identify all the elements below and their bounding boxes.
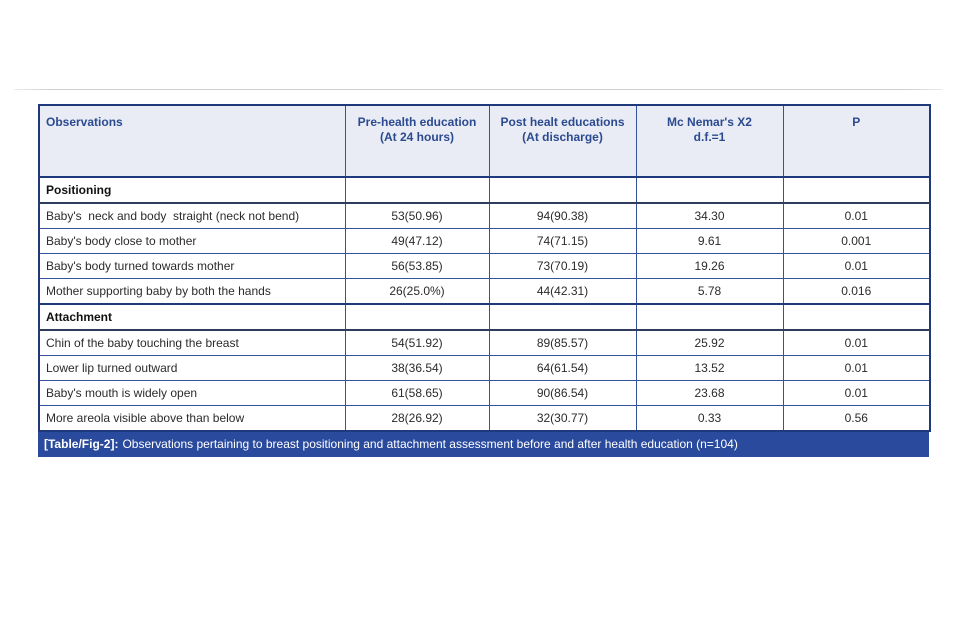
table-row [39,203,930,229]
observation-cell: Baby's neck and body straight (neck not bend) [39,203,345,229]
observation-cell: Mother supporting baby by both the hands [39,279,345,305]
post-value-cell: 89(85.57) [489,330,636,356]
post-value-cell: 32(30.77) [489,406,636,432]
p-value-cell [783,177,930,203]
post-value-cell [489,177,636,203]
p-value-cell: 0.01 [783,254,930,279]
pre-value-cell: 28(26.92) [345,406,489,432]
p-value-cell: 0.01 [783,381,930,406]
mcnemar-value-cell [636,304,783,330]
caption-text: Observations pertaining to breast positioning and attachment assessment before and after health education (n=104) [122,437,738,451]
table-caption [38,432,929,457]
pre-value-cell: 26(25.0%) [345,279,489,305]
column-header-label: Pre-health education [357,115,477,129]
observation-cell: Baby's body turned towards mother [39,254,345,279]
post-value-cell: 94(90.38) [489,203,636,229]
post-value-cell: 73(70.19) [489,254,636,279]
mcnemar-value-cell: 5.78 [636,279,783,305]
observation-cell: More areola visible above than below [39,406,345,432]
observation-cell: Baby's body close to mother [39,229,345,254]
section-label-cell: Positioning [39,177,345,203]
column-header-label: Observations [46,115,123,129]
pre-value-cell: 38(36.54) [345,356,489,381]
post-value-cell: 44(42.31) [489,279,636,305]
column-header-label: P [852,115,861,129]
p-value-cell: 0.001 [783,229,930,254]
results-table [38,104,931,432]
section-row [39,177,930,203]
mcnemar-value-cell: 9.61 [636,229,783,254]
post-value-cell: 74(71.15) [489,229,636,254]
header-row [39,105,930,177]
observation-cell: Baby's mouth is widely open [39,381,345,406]
mcnemar-value-cell: 34.30 [636,203,783,229]
caption-figure-label: [Table/Fig-2]: [44,437,119,451]
column-header-sublabel: (At 24 hours) [379,130,454,144]
post-value-cell [489,304,636,330]
horizontal-divider [14,89,943,90]
table-row [39,356,930,381]
table-row [39,381,930,406]
table-row [39,254,930,279]
section-label-cell: Attachment [39,304,345,330]
column-header-sublabel: (At discharge) [522,130,603,144]
table-row [39,330,930,356]
observation-cell: Chin of the baby touching the breast [39,330,345,356]
p-value-cell: 0.56 [783,406,930,432]
p-value-cell: 0.01 [783,330,930,356]
post-value-cell: 90(86.54) [489,381,636,406]
pre-value-cell [345,304,489,330]
column-header-p [783,105,930,177]
pre-value-cell: 49(47.12) [345,229,489,254]
mcnemar-value-cell: 19.26 [636,254,783,279]
pre-value-cell [345,177,489,203]
pre-value-cell: 61(58.65) [345,381,489,406]
p-value-cell: 0.01 [783,356,930,381]
section-row [39,304,930,330]
pre-value-cell: 53(50.96) [345,203,489,229]
table-row [39,406,930,432]
pre-value-cell: 56(53.85) [345,254,489,279]
column-header-pre-health-education [345,105,489,177]
p-value-cell [783,304,930,330]
p-value-cell: 0.01 [783,203,930,229]
table-row [39,229,930,254]
p-value-cell: 0.016 [783,279,930,305]
results-table-block [38,104,929,457]
mcnemar-value-cell: 0.33 [636,406,783,432]
column-header-mcnemar [636,105,783,177]
column-header-observations [39,105,345,177]
mcnemar-value-cell [636,177,783,203]
mcnemar-value-cell: 23.68 [636,381,783,406]
observation-cell: Lower lip turned outward [39,356,345,381]
column-header-label: Mc Nemar's X2 [667,115,752,129]
mcnemar-value-cell: 13.52 [636,356,783,381]
column-header-sublabel: d.f.=1 [693,130,726,144]
table-row [39,279,930,305]
column-header-post-health-education [489,105,636,177]
column-header-label: Post healt educations [500,115,625,129]
post-value-cell: 64(61.54) [489,356,636,381]
pre-value-cell: 54(51.92) [345,330,489,356]
mcnemar-value-cell: 25.92 [636,330,783,356]
